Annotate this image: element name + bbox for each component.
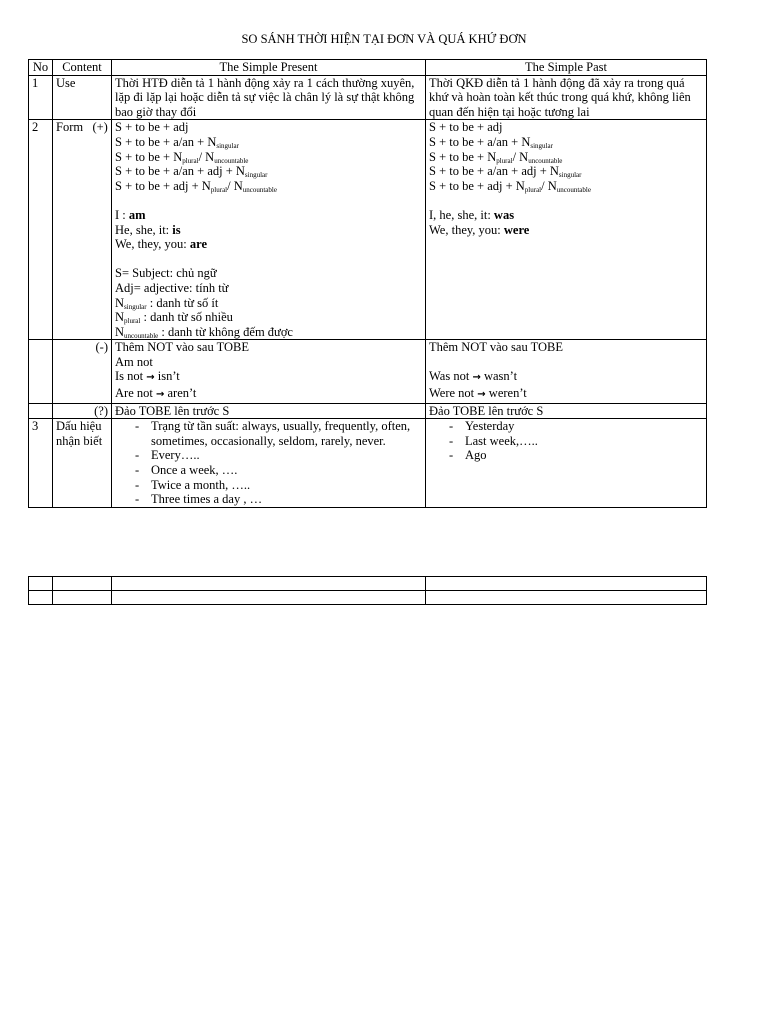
row-number: 1	[29, 75, 53, 120]
negative-example: Are not → aren’t	[115, 386, 197, 401]
negative-sign: (-)	[53, 340, 112, 403]
formula-5: S + to be + adj + $N_{plural}/$ $N_{uncountable}$	[115, 178, 277, 194]
note-singular: $N_{singular}$ : danh từ số ít	[115, 295, 219, 311]
row-label: Use	[53, 75, 112, 120]
list-item: - Three times a day , …	[135, 492, 422, 507]
pronoun-line: We, they, you: were	[429, 222, 530, 237]
header-simple-present: The Simple Present	[112, 60, 426, 76]
formula-4: S + to be + a/an + adj + $N_{singular}$	[115, 164, 268, 180]
negative-example: Was not → wasn’t	[429, 369, 518, 384]
list-item: - Every…..	[135, 448, 422, 463]
present-negative-form	[112, 340, 426, 403]
formula-3: S + to be + $N_{plural}/$ $N_{uncountable}$	[429, 149, 563, 165]
list-item: - Yesterday	[449, 419, 703, 434]
positive-sign: (+)	[92, 120, 108, 135]
arrow-right-icon: →	[477, 389, 486, 401]
past-negative-form	[426, 340, 707, 403]
negative-example: Am not	[115, 354, 153, 369]
formula-5: S + to be + adj + $N_{plural}/$ $N_{uncountable}$	[429, 178, 591, 194]
past-positive-form	[426, 120, 707, 340]
formula-1: S + to be + adj	[115, 120, 189, 135]
header-simple-past: The Simple Past	[426, 60, 707, 76]
list-item: - Twice a month, …..	[135, 478, 422, 493]
formula-1: S + to be + adj	[429, 120, 503, 135]
formula-2: S + to be + $a/an + N_{singular}$	[115, 134, 239, 150]
list-item: - Ago	[449, 448, 703, 463]
row-number: 2	[29, 120, 53, 340]
formula-2: S + to be + $a/an + N_{singular}$	[429, 134, 553, 150]
row-label: Form (+)	[53, 120, 112, 340]
negative-rule: Thêm NOT vào sau TOBE	[115, 340, 250, 355]
pronoun-line: I, he, she, it: was	[429, 207, 515, 222]
list-item: - Last week,…..	[449, 434, 703, 449]
past-question-form: Đảo TOBE lên trước S	[426, 403, 707, 419]
question-sign: (?)	[53, 403, 112, 419]
negative-example: Were not → weren’t	[429, 386, 527, 401]
present-question-form: Đảo TOBE lên trước S	[112, 403, 426, 419]
form-question-row	[29, 403, 707, 419]
header-content: Content	[53, 60, 112, 76]
header-row	[29, 60, 707, 76]
comparison-table	[28, 59, 707, 508]
document-title: SO SÁNH THỜI HIỆN TẠI ĐƠN VÀ QUÁ KHỨ ĐƠN	[241, 32, 527, 46]
arrow-right-icon: →	[146, 372, 155, 384]
row-label: Dấu hiệu nhận biết	[53, 419, 112, 508]
past-signs-list	[429, 419, 703, 463]
note-plural: $N_{plural}$ : danh từ số nhiều	[115, 310, 233, 326]
empty-row	[29, 577, 707, 591]
negative-example: Is not → isn’t	[115, 369, 180, 384]
use-row	[29, 75, 707, 120]
note-adjective: Adj= adjective: tính từ	[115, 280, 229, 295]
present-signs	[112, 419, 426, 508]
past-use-text: Thời QKĐ diễn tả 1 hành động đã xảy ra trong quá khứ và hoàn toàn kết thúc trong quá khứ, không liên quan đến hiện tại hoặc tương lai	[426, 75, 707, 120]
note-uncountable: $N_{uncountable}$ : danh từ không đếm được	[115, 324, 293, 340]
present-positive-form	[112, 120, 426, 340]
negative-rule: Thêm NOT vào sau TOBE	[429, 340, 564, 355]
arrow-right-icon: →	[472, 372, 481, 384]
pronoun-line: We, they, you: are	[115, 237, 208, 252]
list-item: - Trạng từ tần suất: always, usually, frequently, often, sometimes, occasionally, seldom, rarely, never.	[135, 419, 422, 448]
row-number: 3	[29, 419, 53, 508]
form-negative-row	[29, 340, 707, 403]
formula-3: S + to be + $N_{plural}/$ $N_{uncountable}$	[115, 149, 249, 165]
note-subject: S= Subject: chủ ngữ	[115, 266, 217, 281]
empty-table	[28, 576, 707, 605]
present-signs-list	[115, 419, 422, 507]
formula-4: S + to be + a/an + adj + $N_{singular}$	[429, 164, 582, 180]
header-no: No	[29, 60, 53, 76]
past-signs	[426, 419, 707, 508]
list-item: - Once a week, ….	[135, 463, 422, 478]
signs-row	[29, 419, 707, 508]
empty-row	[29, 591, 707, 605]
arrow-right-icon: →	[155, 389, 165, 401]
pronoun-line: He, she, it: is	[115, 222, 181, 237]
pronoun-line: I : am	[115, 207, 146, 222]
present-use-text: Thời HTĐ diễn tả 1 hành động xảy ra 1 cách thường xuyên, lặp đi lặp lại hoặc diễn tả sự việc là chân lý là sự thật không bao giờ thay đổi	[112, 75, 426, 120]
form-positive-row	[29, 120, 707, 340]
